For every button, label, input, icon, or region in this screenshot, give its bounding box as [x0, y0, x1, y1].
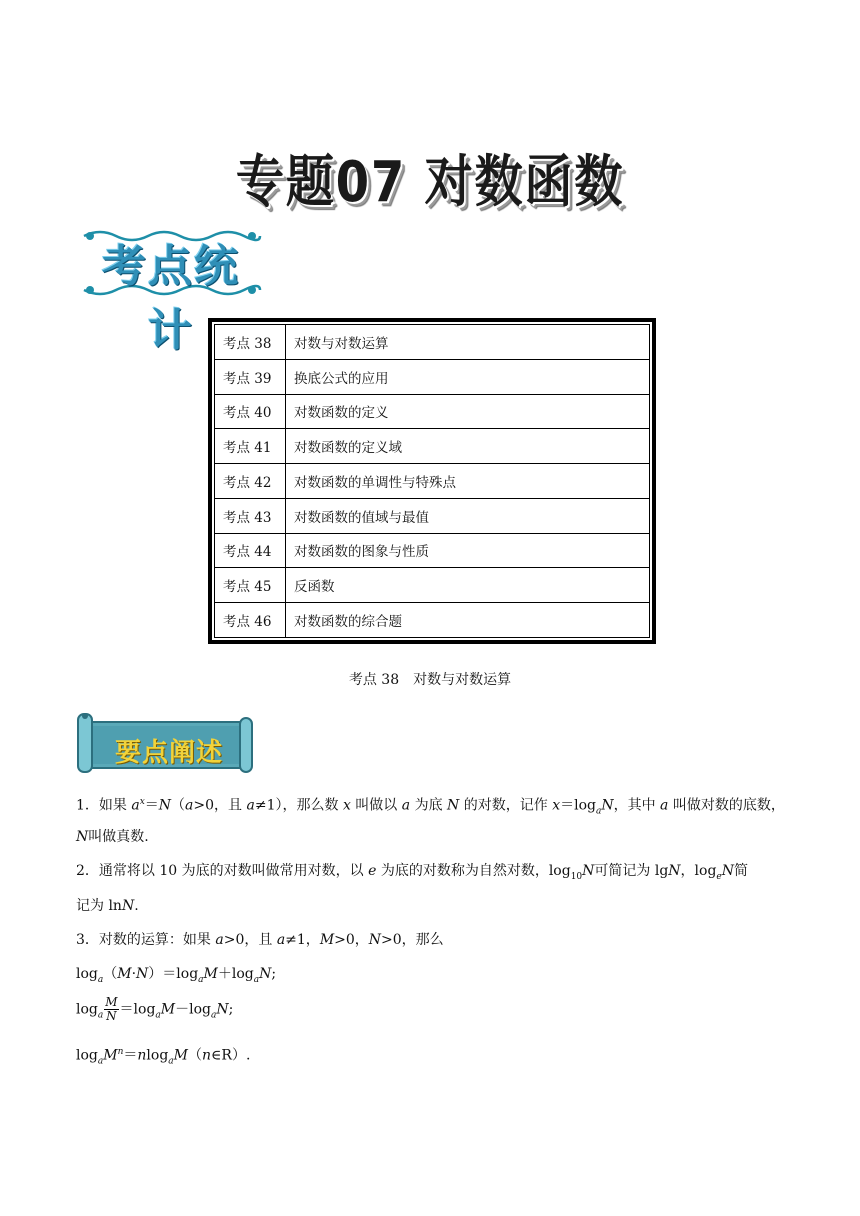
table-row: [215, 498, 650, 533]
key-points-badge: [76, 706, 254, 776]
paragraph-1-line-2: N叫做真数.: [76, 829, 149, 845]
topic-name-cell: 对数函数的值域与最值: [286, 498, 650, 533]
table-row: [215, 429, 650, 464]
formula-power: $\log_aM^n=nlog_aM(n\in R)$.: [76, 1047, 251, 1067]
paragraph-2-line-1: 2．通常将以 10 为底的对数叫做常用对数，以 e 为底的对数称为自然对数，$\log_{10}N$可简记为 lgN，$\log_eN$简: [76, 863, 748, 882]
formula-product: $\log_a(M\cdot N)=\log_aM+\log_aN$;: [76, 966, 277, 985]
topic-id-cell: 考点 40: [215, 394, 286, 429]
topic-name-cell: 对数函数的定义: [286, 394, 650, 429]
topics-table: [208, 318, 656, 644]
topic-id-cell: 考点 45: [215, 568, 286, 603]
table-row: [215, 394, 650, 429]
topic-name-cell: 对数与对数运算: [286, 325, 650, 360]
topic-id-cell: 考点 43: [215, 498, 286, 533]
exam-stats-badge-label: 考点统计: [102, 241, 240, 356]
page-title: 专题07 对数函数: [235, 150, 625, 215]
paragraph-1-line-1: 1．如果 $a^x=N(a>0$，且 a≠1），那么数 x 叫做以 a 为底 N 的对数，记作 $x=\log_aN$，其中 a 叫做对数的底数，: [76, 797, 785, 817]
table-row: [215, 568, 650, 603]
section-caption: 考点 38 对数与对数运算: [348, 672, 512, 688]
topic-name-cell: 对数函数的综合题: [286, 603, 650, 638]
topic-name-cell: 对数函数的定义域: [286, 429, 650, 464]
table-row: [215, 603, 650, 638]
topic-name-cell: 反函数: [286, 568, 650, 603]
topic-id-cell: 考点 44: [215, 533, 286, 568]
paragraph-2-line-2: 记为 lnN.: [76, 898, 139, 914]
table-row: [215, 359, 650, 394]
topic-id-cell: 考点 46: [215, 603, 286, 638]
formula-quotient: $\log_a$ $\frac{M}{N}$ $=\log_aM-\log_aN$;: [76, 995, 234, 1023]
table-row: [215, 533, 650, 568]
topic-id-cell: 考点 42: [215, 464, 286, 499]
topic-name-cell: 换底公式的应用: [286, 359, 650, 394]
table-row: [215, 325, 650, 360]
topic-id-cell: 考点 41: [215, 429, 286, 464]
key-points-badge-label: 要点阐述: [114, 738, 223, 768]
topic-id-cell: 考点 38: [215, 325, 286, 360]
topic-name-cell: 对数函数的单调性与特殊点: [286, 464, 650, 499]
paragraph-3: 3．对数的运算：如果 a>0，且 a≠1，M>0，N>0，那么: [76, 932, 444, 948]
table-row: [215, 464, 650, 499]
topic-id-cell: 考点 39: [215, 359, 286, 394]
topic-name-cell: 对数函数的图象与性质: [286, 533, 650, 568]
